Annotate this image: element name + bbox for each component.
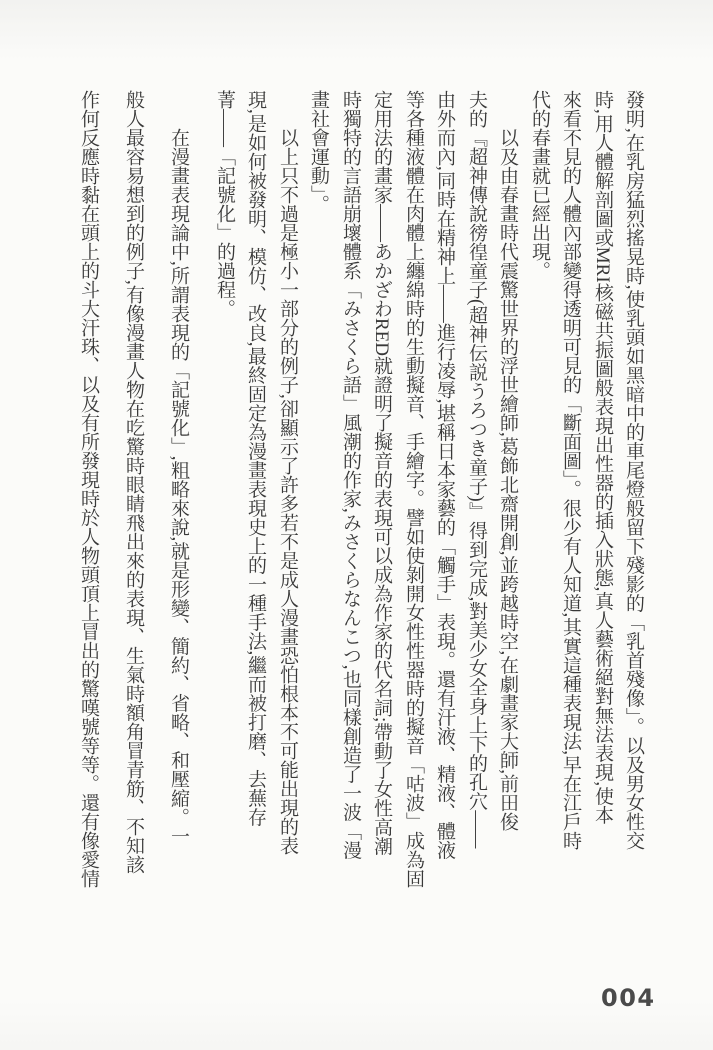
text-column: 代的春畫就已經出現。 bbox=[529, 90, 550, 280]
text-column: 以及由春畫時代震驚世界的浮世繪師,葛飾北齋開創,並跨越時空,在劇畫家大師,前田俊 bbox=[497, 90, 518, 831]
text-column: 作何反應時黏在頭上的斗大汗珠、以及有所發現時於人物頭頂上冒出的驚嘆號等等。還有像愛情 bbox=[78, 90, 99, 888]
text-column: 時,用人體解剖圖或MRI核磁共振圖般表現出性器的插入狀態,真人藝術絕對無法表現,使本 bbox=[592, 90, 613, 825]
text-column: 等各種液體在肉體上纏綿時的生動擬音、手繪字。譬如使剝開女性性器時的擬音「咕波」成為固 bbox=[403, 90, 424, 888]
text-column: 在漫畫表現論中,所謂表現的「記號化」,粗略來說,就是形變、簡約、省略、和壓縮。一 bbox=[168, 90, 189, 846]
text-column: 由外而內,同時在精神上——進行凌辱,堪稱日本家藝的「觸手」表現。還有汗液、精液、體液 bbox=[434, 90, 455, 860]
text-column: 菁——「記號化」的過程。 bbox=[214, 90, 235, 318]
text-column: 般人最容易想到的例子,有像漫畫人物在吃驚時眼睛飛出來的表現、生氣時額角冒青筋、不知該 bbox=[123, 90, 144, 874]
text-column: 夫的『超神傳說徬徨童子(超神伝説うろつき童子)』得到完成,對美少女全身上下的孔穴—— bbox=[466, 90, 487, 849]
text-column: 發明,在乳房猛烈搖晃時,使乳頭如黑暗中的車尾燈般留下殘影的「乳首殘像」。以及男女性交 bbox=[623, 90, 644, 850]
text-column: 定用法的畫家——あかざわRED就證明了擬音的表現可以成為作家的代名詞;帶動了女性高潮 bbox=[371, 90, 392, 856]
text-column: 時獨特的言語崩壞體系「みさくら語」風潮的作家,みさくらなんこつ,也同樣創造了一波「漫 bbox=[340, 90, 361, 860]
page-number: 004 bbox=[601, 984, 656, 1012]
text-column: 來看不見的人體內部變得透明可見的「斷面圖」。很少有人知道,其實這種表現法,早在江戶時 bbox=[560, 90, 581, 850]
text-column: 現,是如何被發明、模仿、改良,最終固定為漫畫表現史上的一種手法,繼而被打磨、去蕪存 bbox=[245, 90, 266, 827]
text-column: 畫社會運動」。 bbox=[308, 90, 329, 214]
text-column: 以上只不過是極小一部分的例子,卻顯示了許多若不是成人漫畫恐怕根本不可能出現的表 bbox=[277, 90, 298, 855]
